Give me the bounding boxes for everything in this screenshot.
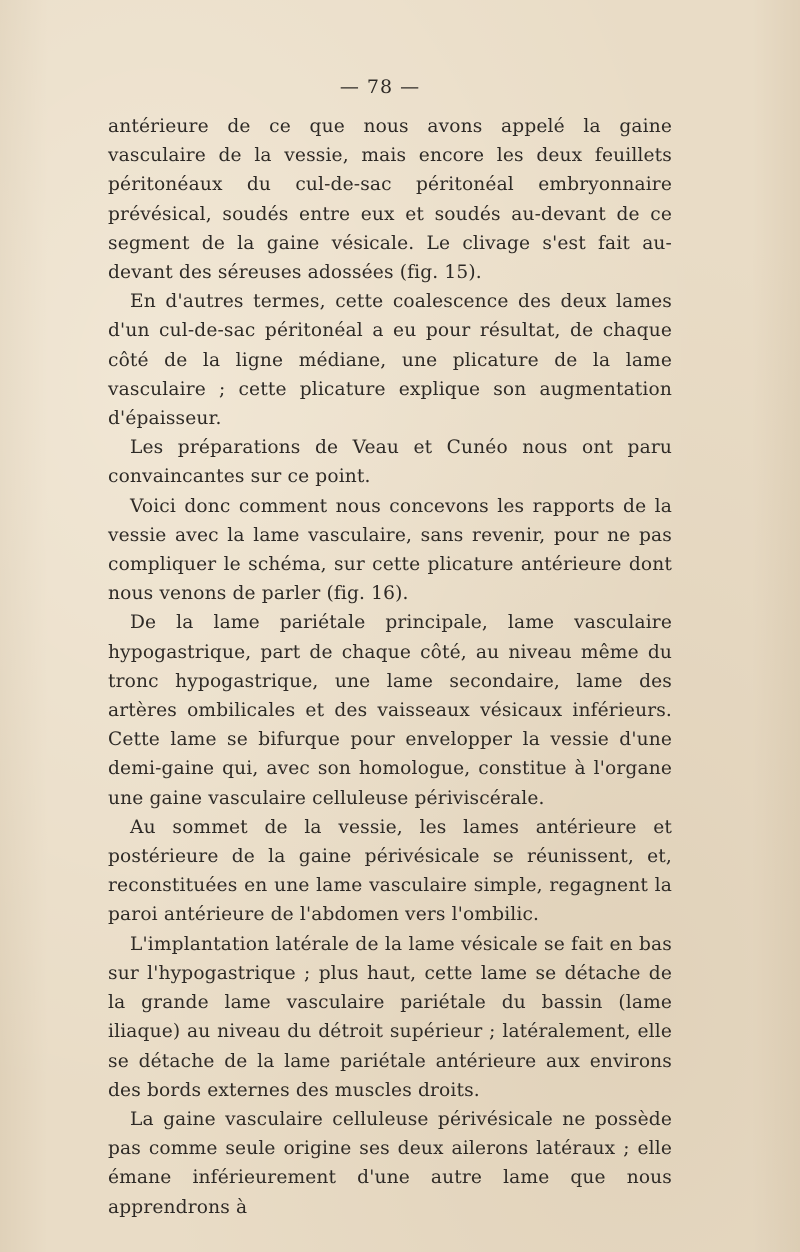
page-number: — 78 — <box>339 76 421 98</box>
paragraph-continuation: antérieure de ce que nous avons appelé la gaine vasculaire de la vessie, mais encore les deux feuillets péritonéaux du cul-de-sac péritonéal embryonnaire prévésical, soudés entre eux et soudés au-devant de ce segment de la gaine vésicale. Le clivage s'est fait au-devant des séreuses adossées (fig. 15). <box>108 116 672 284</box>
paragraph: L'implantation latérale de la lame vésicale se fait en bas sur l'hypogastrique ; plus haut, cette lame se détache de la grande lame vasculaire pariétale du bassin (lame iliaque) au niveau du détroit supérieur ; latéralement, elle se détache de la lame pariétale antérieure aux environs des bords externes des muscles droits. <box>108 933 672 1101</box>
paragraph: De la lame pariétale principale, lame vasculaire hypogastrique, part de chaque côté, au niveau même du tronc hypogastrique, une lame secondaire, lame des artères ombilicales et des vaisseaux vésicaux inférieurs. Cette lame se bifurque pour envelopper la vessie d'une demi-gaine qui, avec son homologue, constitue à l'organe une gaine vasculaire celluleuse périviscérale. <box>108 612 672 809</box>
paragraph: Voici donc comment nous concevons les rapports de la vessie avec la lame vasculaire, sans revenir, pour ne pas compliquer le schéma, sur cette plicature antérieure dont nous venons de parler (fig. 16). <box>108 495 672 605</box>
paragraph: La gaine vasculaire celluleuse périvésicale ne possède pas comme seule origine ses deux ailerons latéraux ; elle émane inférieurement d'une autre lame que nous apprendrons à <box>108 1108 672 1218</box>
paragraph: Les préparations de Veau et Cunéo nous ont paru convaincantes sur ce point. <box>108 437 672 488</box>
body-text <box>108 112 672 1222</box>
paragraph: En d'autres termes, cette coalescence des deux lames d'un cul-de-sac péritonéal a eu pour résultat, de chaque côté de la ligne médiane, une plicature de la lame vasculaire ; cette plicature explique son augmentation d'épaisseur. <box>108 291 672 430</box>
paragraph: Au sommet de la vessie, les lames antérieure et postérieure de la gaine périvésicale se réunissent, et, reconstituées en une lame vasculaire simple, regagnent la paroi antérieure de l'abdomen vers l'ombilic. <box>108 816 672 926</box>
